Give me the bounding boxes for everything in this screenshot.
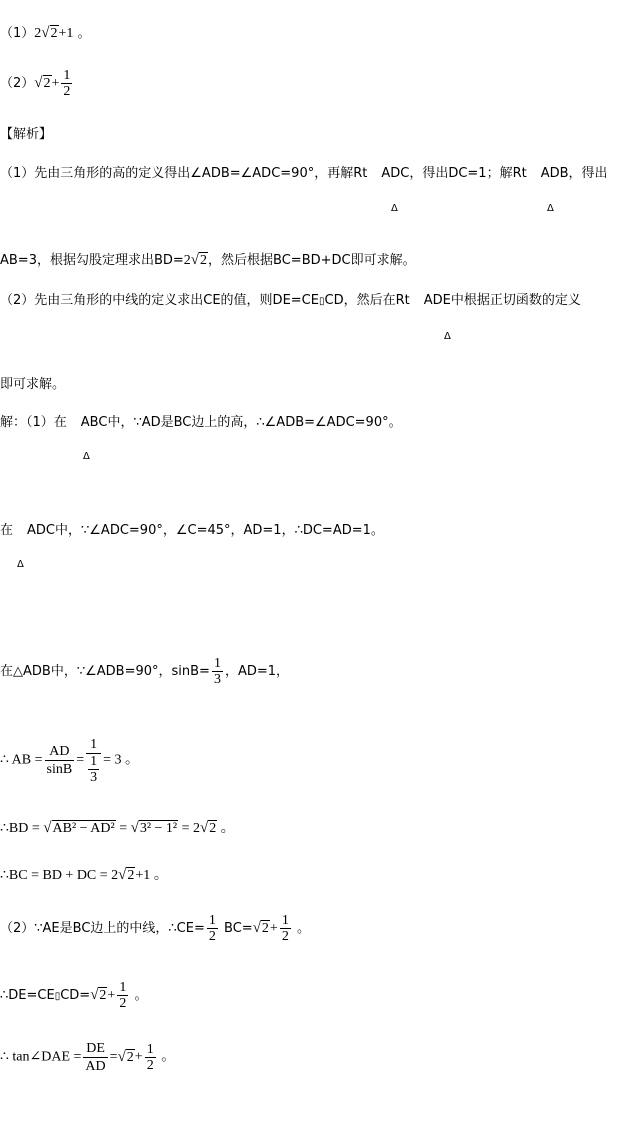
answer-2-fraction: $\frac{1}{2}$: [63, 68, 71, 99]
solution-2-text-b: ADC中，∵∠ADC=90°，∠C=45°，AD=1，∴DC=AD=1。: [27, 523, 384, 538]
solution-3-text-b: ，AD=1，: [224, 664, 290, 679]
analysis-p1-text-c: ADB，得出: [540, 166, 608, 181]
analysis-p1-text-b: ADC，得出DC=1；解Rt: [381, 166, 527, 181]
bd-coef: 2: [183, 253, 191, 268]
bc-tail: +1: [135, 868, 151, 883]
equals: =: [76, 752, 85, 768]
solution-line-8: [0, 980, 147, 1011]
ab-result: = 3: [103, 752, 122, 768]
solution-5-end: 。: [220, 821, 235, 836]
answer-1-coef: 2: [34, 26, 42, 41]
analysis-p2-text-c: ADE中根据正切函数的定义: [423, 293, 581, 308]
equals: =: [109, 1049, 118, 1065]
triangle-symbol: Δ: [83, 451, 90, 462]
bd-result-coef: = 2: [181, 821, 201, 836]
tan-fraction: $\frac{1}{2}$: [146, 1042, 154, 1073]
half-fraction: $\frac{1}{2}$: [208, 913, 216, 944]
de-fraction: $\frac{1}{2}$: [119, 980, 127, 1011]
solution-line-1: [0, 414, 402, 432]
bd-lhs: ∴BD =: [0, 821, 40, 836]
solution-line-7: [0, 913, 310, 944]
analysis-p1-line1: [0, 165, 608, 183]
analysis-heading: 【解析】: [0, 127, 53, 142]
solution-line-5: [0, 819, 235, 838]
de-over-ad: $\frac{DE}{AD}$: [85, 1041, 106, 1074]
bd-result-sqrt: √2: [200, 820, 217, 836]
analysis-p2-line2: 即可求解。: [0, 377, 66, 392]
missing-glyph-box: ▯: [54, 991, 61, 1002]
bc-sqrt: √2: [118, 867, 135, 883]
therefore-symbol: ∴: [0, 752, 9, 768]
plus: +: [107, 988, 116, 1003]
answer-2-plus: +: [51, 76, 60, 91]
answer-2: [0, 68, 74, 99]
solution-4-end: 。: [125, 752, 139, 768]
triangle-symbol: Δ: [391, 203, 398, 214]
solution-9-end: 。: [161, 1049, 176, 1065]
solution-line-2: [0, 522, 384, 540]
ce-fraction: $\frac{1}{2}$: [281, 913, 289, 944]
solution-3-text-a: 在△ADB中，∵∠ADB=90°，sinB=: [0, 664, 210, 679]
bd-sqrt: √2: [190, 252, 208, 268]
analysis-p2-text-b: CD，然后在Rt: [324, 293, 410, 308]
ad-over-sinb: $\frac{AD}{\sin B}$: [46, 744, 73, 777]
solution-7-end: 。: [296, 921, 310, 936]
ce-sqrt: √2: [252, 920, 269, 936]
solution-1-text-a: 解：（1）在: [0, 415, 67, 430]
analysis-p1-text-a: （1）先由三角形的高的定义得出∠ADB=∠ADC=90°，再解Rt: [0, 166, 368, 181]
solution-7-text-a: （2）∵AE是BC边上的中线，∴CE=: [0, 921, 205, 936]
solution-8-text-b: CD=: [60, 988, 91, 1003]
de-sqrt: √2: [90, 987, 107, 1003]
plus: +: [269, 921, 278, 936]
solution-7-text-b: BC=: [224, 921, 253, 936]
tan-sqrt: √2: [117, 1048, 134, 1065]
answer-2-sqrt: √2: [34, 75, 51, 91]
solution-line-4: [0, 736, 139, 785]
tan-lhs: ∴ tan∠DAE =: [0, 1049, 82, 1065]
triangle-symbol: Δ: [444, 331, 451, 342]
analysis-p1-text-d: AB=3，根据勾股定理求出BD=: [0, 253, 184, 268]
solution-8-text-a: ∴DE=CE: [0, 988, 55, 1003]
answer-1-prefix: （1）: [0, 26, 35, 41]
sqrt-ab2-ad2: √AB² − AD²: [43, 820, 115, 836]
answer-2-prefix: （2）: [0, 76, 35, 91]
ab-lhs: AB =: [11, 752, 43, 768]
analysis-p2-line1: [0, 292, 581, 311]
sqrt-3sq-1sq: √3² − 1²: [130, 820, 178, 836]
missing-glyph-box: ▯: [318, 296, 325, 307]
plus: +: [134, 1049, 143, 1065]
answer-1-tail: +1: [58, 26, 74, 41]
analysis-p1-line2: [0, 251, 416, 270]
analysis-p1-text-e: ，然后根据BC=BD+DC即可求解。: [208, 253, 416, 268]
solution-6-end: 。: [153, 868, 168, 883]
solution-2-text-a: 在: [0, 523, 14, 538]
triangle-symbol: Δ: [17, 559, 24, 570]
sinb-fraction: $\frac{1}{3}$: [213, 656, 221, 687]
analysis-p2-text-a: （2）先由三角形的中线的定义求出CE的值，则DE=CE: [0, 293, 319, 308]
solution-8-end: 。: [134, 988, 148, 1003]
answer-1-end: 。: [77, 26, 91, 41]
bc-lhs: ∴BC = BD + DC = 2: [0, 868, 119, 883]
equals: =: [119, 821, 128, 836]
solution-line-9: [0, 1040, 175, 1075]
solution-1-text-b: ABC中，∵AD是BC边上的高，∴∠ADB=∠ADC=90°。: [80, 415, 402, 430]
solution-line-6: [0, 866, 168, 885]
answer-1-sqrt: √2: [41, 25, 58, 41]
answer-1: [0, 24, 91, 43]
triangle-symbol: Δ: [547, 203, 554, 214]
solution-line-3: [0, 656, 289, 687]
one-over-one-third: $\frac{1}{\frac{1}{3}}$: [86, 736, 101, 785]
